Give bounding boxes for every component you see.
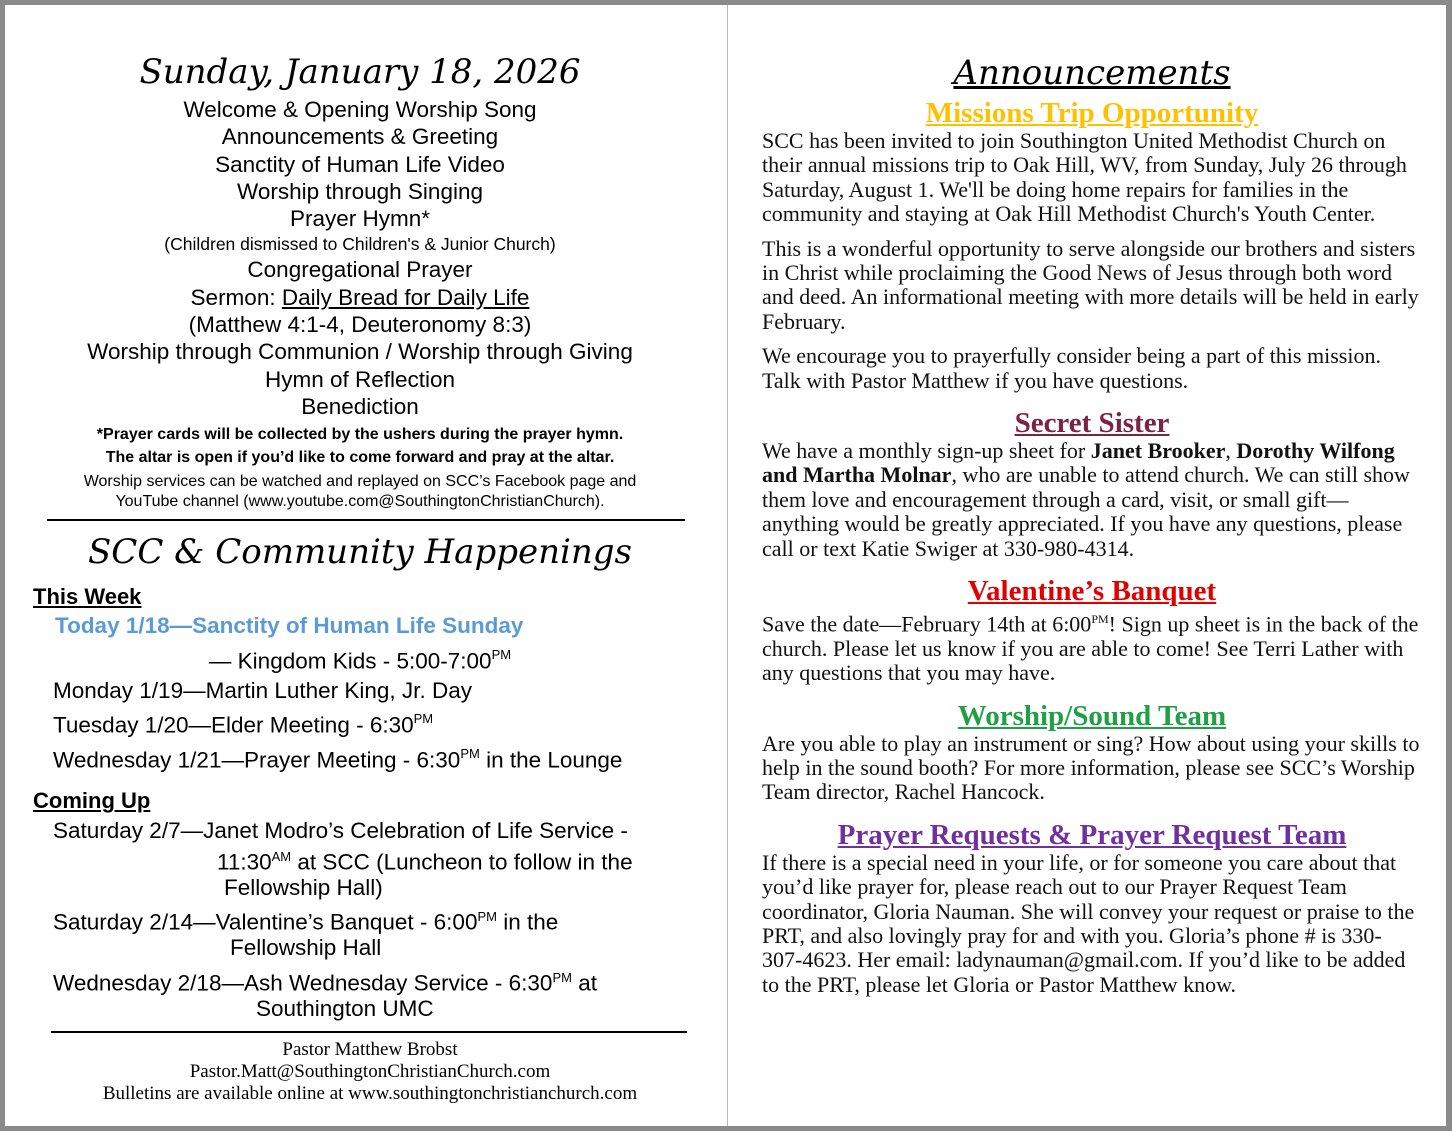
event-text-line (53, 965, 695, 996)
order-of-worship (25, 96, 695, 420)
event-text: Southington UMC (256, 995, 434, 1021)
streaming-line: YouTube channel (www.youtube.com@SouthingtonChristianChurch). (115, 493, 605, 511)
worship-team-paragraph: Are you able to play an instrument or sing? How about using your skills to help in the sound booth? For more information, please see SCC’s Worship Team director, Rachel Hancock. (762, 730, 1420, 805)
bulletin-footer (45, 1039, 695, 1105)
event-text: Tuesday 1/20—Elder Meeting - 6:30 (53, 712, 414, 738)
time-suffix: PM (1091, 612, 1109, 627)
today-label: Today 1/18—Sanctity of Human Life Sunday (55, 613, 524, 639)
paragraph-text: ! Sign up sheet is in the back of the church. Please let us know if you are able to come! See Terri Lather with any questions that you may have. (762, 611, 1419, 686)
paragraph-text: , who are unable to attend church. We can still show them love and encouragement through a card, visit, or small gift—anything would be greatly appreciated. If you have any questions, please call or text Katie Swiger at 330-980-4314. (762, 462, 1410, 561)
order-item: Welcome & Opening Worship Song (183, 97, 537, 122)
announcements-title: Announcements (953, 53, 1231, 93)
section-rule (47, 519, 685, 521)
pastor-name: Pastor Matthew Brobst (282, 1039, 458, 1061)
streaming-note (25, 472, 695, 512)
event-text: — Kingdom Kids - 5:00-7:00 (208, 648, 492, 674)
paragraph-text: We have a monthly sign-up sheet for (762, 438, 1091, 464)
time-suffix: PM (477, 909, 497, 925)
order-item: Benediction (301, 393, 419, 419)
event-text: Wednesday 1/21—Prayer Meeting - 6:30 (53, 747, 461, 773)
event-text: at SCC (Luncheon to follow in the (291, 849, 633, 875)
prayer-notes (25, 423, 695, 469)
sermon-title: Daily Bread for Daily Life (281, 284, 530, 310)
missions-heading: Missions Trip Opportunity (925, 97, 1259, 129)
order-item: Worship through Communion / Worship through Giving (87, 339, 633, 365)
secret-sister-heading: Secret Sister (1014, 407, 1170, 440)
event-text: Fellowship Hall) (224, 874, 383, 900)
paragraph-text: , (1225, 438, 1237, 464)
event-text: 11:30 (217, 849, 272, 875)
happenings-title: SCC & Community Happenings (88, 532, 632, 573)
event-text-line (53, 904, 695, 935)
sermon-prefix: Sermon: (190, 284, 282, 310)
order-item: Prayer Hymn* (289, 206, 431, 232)
valentines-paragraph (762, 607, 1422, 686)
order-item: Hymn of Reflection (264, 366, 456, 392)
order-item: Announcements & Greeting (221, 124, 499, 150)
member-name: Janet Brooker (1090, 438, 1226, 464)
event-text: Fellowship Hall (230, 935, 382, 961)
order-item: Sanctity of Human Life Video (215, 151, 505, 177)
event-monday (53, 676, 695, 706)
time-suffix: AM (271, 848, 292, 864)
member-name: Dorothy Wilfong and Martha Molnar (762, 438, 1395, 488)
event-text: Wednesday 2/18—Ash Wednesday Service - 6:30 (53, 970, 553, 996)
event-text: Monday 1/19—Martin Luther King, Jr. Day (53, 677, 472, 703)
event-ash-wednesday (53, 965, 695, 1022)
prayer-team-paragraph: If there is a special need in your life, or for someone you care about that you’d like prayer for, please reach out to our Prayer Request Team coordinator, Gloria Nauman. She will convey your request or praise to the PRT, and also lovingly pray for and with you. Gloria’s phone # is 330-307-4623. Her email: ladynauman@gmail.com. If you’d like to be added to the PRT, please let Gloria or Pastor Matthew know. (762, 849, 1415, 997)
this-week-heading: This Week (33, 584, 142, 610)
secret-sister-paragraph (762, 439, 1422, 561)
event-text: in the (496, 909, 559, 935)
bulletin-sheet (5, 5, 1446, 1126)
sermon-line (25, 284, 695, 311)
footer-rule (51, 1031, 687, 1033)
event-text: Saturday 2/7—Janet Modro’s Celebration of Life Service - (53, 818, 628, 844)
event-text-line (53, 844, 695, 875)
altar-note: The altar is open if you’d like to come forward and pray at the altar. (105, 449, 615, 467)
page-divider (727, 5, 728, 1126)
pastor-email: Pastor.Matt@SouthingtonChristianChurch.com (189, 1061, 551, 1083)
event-text: Saturday 2/14—Valentine’s Banquet - 6:00 (53, 909, 478, 935)
time-suffix: PM (413, 711, 434, 727)
paragraph-text: Save the date—February 14th at 6:00 (762, 611, 1092, 637)
valentines-heading: Valentine’s Banquet (967, 575, 1217, 608)
sermon-scripture: (Matthew 4:1-4, Deuteronomy 8:3) (188, 312, 532, 338)
time-suffix: PM (491, 646, 512, 662)
event-kingdom-kids (25, 641, 695, 676)
worship-team-heading: Worship/Sound Team (957, 699, 1227, 732)
event-text: in the Lounge (479, 747, 623, 773)
event-today (53, 611, 695, 641)
event-tuesday (53, 705, 695, 740)
bulletins-online: Bulletins are available online at www.southingtonchristianchurch.com (102, 1083, 638, 1105)
time-suffix: PM (552, 969, 572, 985)
time-suffix: PM (460, 746, 480, 762)
prayer-team-heading: Prayer Requests & Prayer Request Team (837, 818, 1347, 851)
right-page (762, 53, 1422, 1007)
order-item: Congregational Prayer (247, 257, 473, 283)
prayer-note: *Prayer cards will be collected by the ushers during the prayer hymn. (96, 426, 624, 444)
order-item-note: (Children dismissed to Children's & Junior Church) (164, 234, 556, 255)
coming-up-heading: Coming Up (33, 788, 151, 814)
missions-paragraph: This is a wonderful opportunity to serve alongside our brothers and sisters in Christ while proclaiming the Good News of Jesus through both word and deed. An informational meeting with more details will be held in early February. (762, 235, 1419, 334)
date-title: Sunday, January 18, 2026 (139, 52, 581, 92)
missions-paragraph: We encourage you to prayerfully consider being a part of this mission. Talk with Pastor Matthew if you have questions. (762, 343, 1381, 393)
left-page (25, 50, 695, 1105)
event-wednesday (53, 740, 695, 775)
streaming-line: Worship services can be watched and replayed on SCC’s Facebook page and (83, 473, 637, 491)
order-item: Worship through Singing (237, 178, 483, 204)
event-valentines-banquet (53, 904, 695, 961)
event-celebration-of-life (53, 818, 695, 900)
missions-paragraph: SCC has been invited to join Southington United Methodist Church on their annual missions trip to Oak Hill, WV, from Sunday, July 26 through Saturday, August 1. We'll be doing home repairs for families in the community and staying at Oak Hill Methodist Church's Youth Center. (762, 128, 1407, 227)
event-text: at (571, 970, 597, 996)
